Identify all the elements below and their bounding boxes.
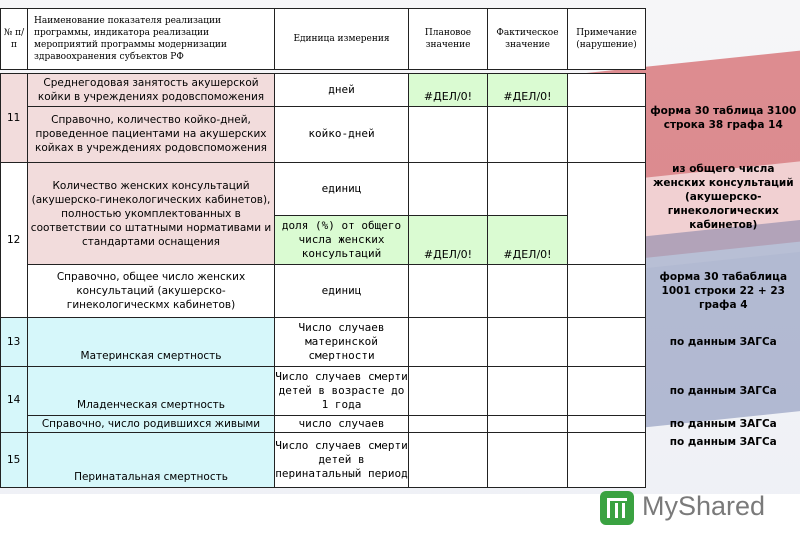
side-note: по данным ЗАГСа: [669, 418, 777, 431]
table-row: [1, 265, 800, 318]
indicator-name: Количество женских консультаций (акушерско-гинекологических кабинетов), полностью укомплектованных в соответствии со штатными нормативами и стандартами оснащения: [28, 162, 275, 264]
note-cell: [568, 162, 646, 264]
indicator-name: Перинатальная смертность: [28, 432, 275, 487]
unit-cell: Число случаев материнской смертности: [275, 318, 409, 367]
note-cell: [568, 367, 646, 416]
table-row: [1, 416, 800, 432]
plan-value: [409, 106, 488, 162]
header-plan: Плановое значение: [409, 9, 488, 70]
header-unit: Единица измерения: [275, 9, 409, 70]
note-cell: [568, 432, 646, 487]
fact-value: [488, 106, 568, 162]
indicator-name: Справочно, общее число женских консультаций (акушерско-гинекологическмх кабинетов): [28, 265, 275, 318]
indicator-table: [0, 73, 800, 488]
header-note: Примечание (нарушение): [568, 9, 646, 70]
fact-value: [488, 367, 568, 416]
plan-value: [409, 367, 488, 416]
row-number: 15: [1, 432, 28, 487]
row-number: 11: [1, 74, 28, 163]
unit-cell: дней: [275, 74, 409, 107]
side-note: из общего числа женских консультаций (акушерско-гинекологических кабинетов): [652, 163, 794, 232]
note-cell: [568, 318, 646, 367]
fact-value: [488, 416, 568, 432]
header-name: Наименование показателя реализации программы, индикатора реализации мероприятий программы модернизации здравоохранения субъектов РФ: [28, 9, 275, 70]
plan-value: [409, 432, 488, 487]
plan-value: #ДЕЛ/0!: [409, 74, 488, 107]
note-cell: [568, 106, 646, 162]
fact-value: [488, 162, 568, 215]
note-cell: [568, 416, 646, 432]
header-fact: Фактическое значение: [488, 9, 568, 70]
header-num: № п/п: [1, 9, 28, 70]
side-note: форма 30 таблица 3100 строка 38 графа 14: [650, 104, 797, 131]
fact-value: #ДЕЛ/0!: [488, 74, 568, 107]
row-number: 13: [1, 318, 28, 367]
unit-cell: единиц: [275, 265, 409, 318]
plan-value: [409, 416, 488, 432]
table-row: [1, 74, 800, 107]
fact-value: [488, 318, 568, 367]
plan-value: [409, 265, 488, 318]
row-number: 14: [1, 367, 28, 432]
unit-cell: Число случаев смерти детей в возрасте до 1 года: [275, 367, 409, 416]
fact-value: [488, 265, 568, 318]
unit-cell: койко-дней: [275, 106, 409, 162]
table-row: [1, 367, 800, 416]
table-row: [1, 162, 800, 215]
side-note: по данным ЗАГСа: [669, 336, 777, 349]
unit-cell: единиц: [275, 162, 409, 215]
myshared-logo[interactable]: [596, 488, 776, 526]
header-table: [0, 8, 646, 70]
plan-value: #ДЕЛ/0!: [409, 216, 488, 265]
indicator-name: Материнская смертность: [28, 318, 275, 367]
plan-value: [409, 162, 488, 215]
logo-mark-icon: [600, 491, 634, 525]
indicator-name: Справочно, количество койко-дней, проведенное пациентами на акушерских койках в учреждениях родовспоможения: [28, 106, 275, 162]
logo-text: MyShared: [642, 491, 766, 521]
unit-cell: число случаев: [275, 416, 409, 432]
side-note: по данным ЗАГСа: [669, 385, 777, 398]
unit-cell: доля (%) от общего числа женских консультаций: [275, 216, 409, 265]
side-note: по данным ЗАГСа: [669, 436, 777, 449]
note-cell: [568, 74, 646, 107]
table-row: [1, 432, 800, 487]
note-cell: [568, 265, 646, 318]
indicator-name: Младенческая смертность: [28, 367, 275, 416]
indicator-name: Справочно, число родившихся живыми: [28, 416, 275, 432]
plan-value: [409, 318, 488, 367]
row-number: 12: [1, 162, 28, 317]
indicator-name: Среднегодовая занятость акушерской койки в учреждениях родовспоможения: [28, 74, 275, 107]
fact-value: [488, 432, 568, 487]
unit-cell: Число случаев смерти детей в перинатальный период: [275, 432, 409, 487]
table-row: [1, 318, 800, 367]
fact-value: #ДЕЛ/0!: [488, 216, 568, 265]
side-note: форма 30 табаблица 1001 строки 22 + 23 графа 4: [659, 271, 788, 312]
